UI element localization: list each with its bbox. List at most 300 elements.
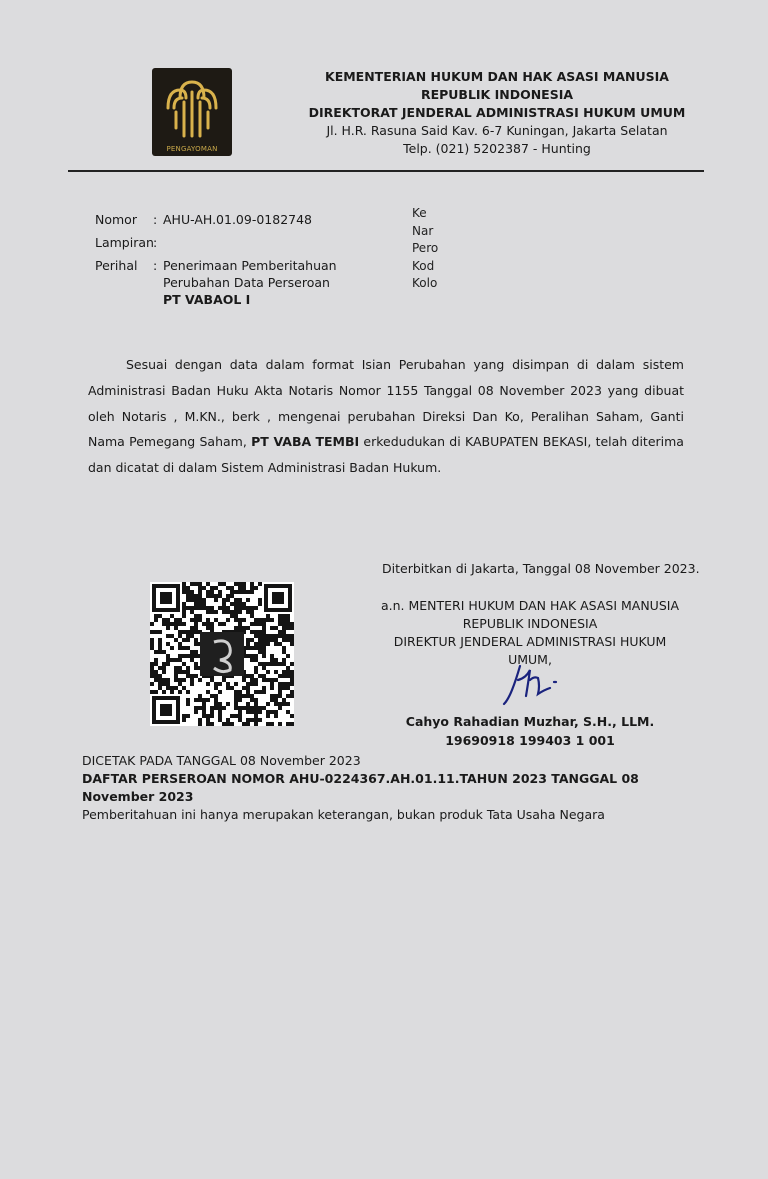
qr-module xyxy=(262,674,266,678)
qr-module xyxy=(230,610,234,614)
qr-module xyxy=(194,626,198,630)
qr-module xyxy=(250,590,254,594)
qr-module xyxy=(214,598,218,602)
qr-module xyxy=(174,618,178,622)
qr-module xyxy=(150,670,154,674)
qr-module xyxy=(278,634,282,638)
qr-module xyxy=(206,722,210,726)
qr-module xyxy=(254,618,258,622)
qr-module xyxy=(186,586,190,590)
qr-module xyxy=(174,638,178,642)
qr-module xyxy=(186,638,190,642)
qr-module xyxy=(150,646,154,650)
qr-module xyxy=(190,594,194,598)
qr-module xyxy=(282,658,286,662)
qr-module xyxy=(182,686,186,690)
qr-module xyxy=(210,610,214,614)
qr-module xyxy=(290,714,294,718)
qr-module xyxy=(190,682,194,686)
qr-module xyxy=(206,618,210,622)
qr-module xyxy=(202,714,206,718)
qr-module xyxy=(206,718,210,722)
qr-module xyxy=(282,618,286,622)
qr-module xyxy=(230,714,234,718)
qr-module xyxy=(214,694,218,698)
qr-module xyxy=(198,598,202,602)
qr-module xyxy=(250,638,254,642)
qr-module xyxy=(190,618,194,622)
qr-module xyxy=(238,694,242,698)
qr-module xyxy=(254,642,258,646)
qr-module xyxy=(246,718,250,722)
qr-module xyxy=(186,702,190,706)
qr-module xyxy=(254,606,258,610)
qr-module xyxy=(186,634,190,638)
qr-module xyxy=(222,606,226,610)
qr-module xyxy=(206,590,210,594)
qr-module xyxy=(210,678,214,682)
qr-module xyxy=(194,638,198,642)
qr-module xyxy=(254,586,258,590)
qr-module xyxy=(270,682,274,686)
qr-module xyxy=(198,718,202,722)
signer-info xyxy=(373,712,687,750)
qr-module xyxy=(202,702,206,706)
qr-module xyxy=(242,686,246,690)
qr-module xyxy=(210,626,214,630)
qr-module xyxy=(198,606,202,610)
qr-module xyxy=(270,634,274,638)
qr-module xyxy=(238,714,242,718)
qr-module xyxy=(254,658,258,662)
signer-name: Cahyo Rahadian Muzhar, S.H., LLM. xyxy=(405,714,655,729)
qr-module xyxy=(274,710,278,714)
qr-module xyxy=(270,662,274,666)
qr-module xyxy=(202,598,206,602)
qr-module xyxy=(186,630,190,634)
qr-module xyxy=(162,622,166,626)
qr-module xyxy=(174,670,178,674)
qr-module xyxy=(166,682,170,686)
addressee-line: Pero xyxy=(412,241,439,255)
qr-module xyxy=(274,634,278,638)
body-paragraph: Sesuai dengan data dalam format Isian Perubahan yang disimpan di dalam sistem Administrasi Badan Huku Akta Notaris Nomor 1155 Tanggal 08 November 2023 yang dibuat oleh Notaris , M.KN., berk , mengenai perubahan Direksi Dan Ko, Peralihan Saham, Ganti Nama Pemegang Saham, PT VABA TEMBI erkedudukan di KABUPATEN BEKASI, telah diterima dan dicatat di dalam Sistem Administrasi Badan Hukum. xyxy=(88,357,684,476)
qr-module xyxy=(246,706,250,710)
qr-module xyxy=(222,602,226,606)
qr-module xyxy=(198,698,202,702)
qr-module xyxy=(158,674,162,678)
qr-module xyxy=(270,722,274,726)
qr-module xyxy=(154,674,158,678)
qr-module xyxy=(246,590,250,594)
qr-module xyxy=(194,650,198,654)
qr-module xyxy=(158,630,162,634)
qr-module xyxy=(278,642,282,646)
qr-module xyxy=(242,602,246,606)
qr-module xyxy=(190,650,194,654)
qr-module xyxy=(226,594,230,598)
qr-module xyxy=(194,582,198,586)
qr-module xyxy=(234,698,238,702)
qr-module xyxy=(250,606,254,610)
banyan-tree-icon xyxy=(152,68,232,156)
qr-module xyxy=(262,654,266,658)
qr-module xyxy=(274,670,278,674)
qr-module xyxy=(278,702,282,706)
qr-module xyxy=(286,702,290,706)
qr-module xyxy=(150,666,154,670)
qr-module xyxy=(238,602,242,606)
qr-module xyxy=(246,674,250,678)
qr-module xyxy=(214,594,218,598)
qr-module xyxy=(238,618,242,622)
qr-module xyxy=(182,670,186,674)
qr-module xyxy=(282,630,286,634)
qr-module xyxy=(170,634,174,638)
qr-module xyxy=(246,690,250,694)
qr-module xyxy=(162,670,166,674)
qr-module xyxy=(214,682,218,686)
qr-module xyxy=(230,594,234,598)
qr-module xyxy=(230,590,234,594)
qr-module xyxy=(182,586,186,590)
qr-module xyxy=(158,650,162,654)
qr-module xyxy=(258,638,262,642)
qr-module xyxy=(226,722,230,726)
qr-module xyxy=(258,690,262,694)
qr-module xyxy=(270,618,274,622)
qr-module xyxy=(254,702,258,706)
qr-module xyxy=(254,630,258,634)
qr-module xyxy=(278,722,282,726)
qr-module xyxy=(238,710,242,714)
qr-module xyxy=(254,670,258,674)
qr-module xyxy=(258,710,262,714)
qr-module xyxy=(234,590,238,594)
qr-module xyxy=(286,710,290,714)
qr-module xyxy=(218,718,222,722)
qr-module xyxy=(274,698,278,702)
qr-module xyxy=(250,694,254,698)
qr-module xyxy=(182,582,186,586)
qr-module xyxy=(290,670,294,674)
qr-module xyxy=(194,614,198,618)
qr-module xyxy=(198,694,202,698)
qr-module xyxy=(254,654,258,658)
qr-module xyxy=(254,706,258,710)
qr-module xyxy=(230,686,234,690)
qr-module xyxy=(254,646,258,650)
qr-module xyxy=(274,658,278,662)
qr-module xyxy=(186,646,190,650)
qr-module xyxy=(250,610,254,614)
qr-module xyxy=(166,654,170,658)
qr-module xyxy=(174,622,178,626)
qr-module xyxy=(274,638,278,642)
qr-module xyxy=(162,618,166,622)
directorate-name: DIREKTORAT JENDERAL ADMINISTRASI HUKUM UMUM xyxy=(308,105,686,120)
qr-module xyxy=(226,718,230,722)
qr-module xyxy=(150,690,154,694)
qr-module xyxy=(194,662,198,666)
qr-module xyxy=(194,622,198,626)
qr-module xyxy=(282,634,286,638)
perihal-line2: Perubahan Data Perseroan xyxy=(163,275,330,290)
qr-module xyxy=(166,626,170,630)
qr-module xyxy=(174,674,178,678)
qr-module xyxy=(242,694,246,698)
qr-module xyxy=(194,630,198,634)
qr-module xyxy=(210,706,214,710)
qr-module xyxy=(182,614,186,618)
qr-module xyxy=(242,706,246,710)
qr-module xyxy=(234,606,238,610)
qr-module xyxy=(202,698,206,702)
qr-module xyxy=(274,662,278,666)
qr-module xyxy=(158,682,162,686)
qr-module xyxy=(202,602,206,606)
qr-module xyxy=(254,690,258,694)
qr-module xyxy=(262,626,266,630)
qr-module xyxy=(258,718,262,722)
phone-line: Telp. (021) 5202387 - Hunting xyxy=(403,141,591,156)
qr-module xyxy=(190,590,194,594)
qr-module xyxy=(262,622,266,626)
qr-module xyxy=(178,630,182,634)
qr-module xyxy=(282,650,286,654)
qr-module xyxy=(206,690,210,694)
qr-module xyxy=(158,686,162,690)
qr-module xyxy=(198,706,202,710)
qr-module xyxy=(162,650,166,654)
qr-module xyxy=(186,590,190,594)
qr-module xyxy=(258,630,262,634)
qr-module xyxy=(238,698,242,702)
qr-module xyxy=(258,598,262,602)
qr-module xyxy=(170,690,174,694)
qr-module xyxy=(194,598,198,602)
qr-module xyxy=(210,590,214,594)
qr-module xyxy=(262,630,266,634)
qr-module xyxy=(250,678,254,682)
qr-module xyxy=(226,586,230,590)
qr-module xyxy=(166,658,170,662)
logo-label: PENGAYOMAN xyxy=(166,145,218,153)
qr-module xyxy=(210,586,214,590)
qr-module xyxy=(218,682,222,686)
address-line: Jl. H.R. Rasuna Said Kav. 6-7 Kuningan, Jakarta Selatan xyxy=(326,123,668,138)
qr-module xyxy=(198,678,202,682)
qr-module xyxy=(254,698,258,702)
qr-module xyxy=(278,618,282,622)
qr-module xyxy=(206,682,210,686)
qr-module xyxy=(282,646,286,650)
qr-module xyxy=(286,722,290,726)
qr-module xyxy=(246,638,250,642)
qr-module xyxy=(258,642,262,646)
qr-module xyxy=(246,642,250,646)
qr-module xyxy=(258,662,262,666)
qr-module xyxy=(178,670,182,674)
qr-module xyxy=(274,702,278,706)
qr-module xyxy=(254,714,258,718)
qr-module xyxy=(218,702,222,706)
qr-module xyxy=(290,694,294,698)
qr-module xyxy=(154,662,158,666)
registry-number: DAFTAR PERSEROAN NOMOR AHU-0224367.AH.01.11.TAHUN 2023 TANGGAL 08 November 2023 xyxy=(82,771,639,804)
qr-module xyxy=(194,674,198,678)
qr-module xyxy=(234,690,238,694)
qr-module xyxy=(178,682,182,686)
qr-module xyxy=(178,634,182,638)
qr-module xyxy=(270,654,274,658)
qr-module xyxy=(182,662,186,666)
qr-module xyxy=(274,678,278,682)
qr-module xyxy=(266,678,270,682)
qr-module xyxy=(254,722,258,726)
qr-module xyxy=(238,586,242,590)
qr-module xyxy=(150,638,154,642)
qr-module xyxy=(166,622,170,626)
qr-module xyxy=(282,638,286,642)
qr-module xyxy=(274,714,278,718)
nomor-value: AHU-AH.01.09-0182748 xyxy=(163,212,313,227)
qr-module xyxy=(210,722,214,726)
qr-module xyxy=(210,694,214,698)
qr-module xyxy=(266,638,270,642)
qr-module xyxy=(162,666,166,670)
qr-module xyxy=(246,606,250,610)
addressee-line: Kolo xyxy=(412,276,438,290)
qr-module xyxy=(218,706,222,710)
qr-module xyxy=(258,646,262,650)
signer-nip: 19690918 199403 1 001 xyxy=(445,733,615,748)
qr-module xyxy=(206,610,210,614)
qr-module xyxy=(246,626,250,630)
qr-module xyxy=(286,634,290,638)
qr-module xyxy=(262,686,266,690)
qr-module xyxy=(250,710,254,714)
qr-module xyxy=(258,674,262,678)
qr-module xyxy=(170,646,174,650)
qr-module xyxy=(186,674,190,678)
qr-module xyxy=(234,702,238,706)
qr-module xyxy=(278,622,282,626)
qr-module xyxy=(262,662,266,666)
qr-module xyxy=(222,582,226,586)
qr-module xyxy=(258,650,262,654)
qr-module xyxy=(238,606,242,610)
qr-module xyxy=(246,694,250,698)
qr-module xyxy=(170,614,174,618)
qr-module xyxy=(282,682,286,686)
header-divider xyxy=(68,170,704,172)
qr-module xyxy=(278,706,282,710)
qr-module xyxy=(194,642,198,646)
qr-module xyxy=(290,722,294,726)
ministry-name: KEMENTERIAN HUKUM DAN HAK ASASI MANUSIA xyxy=(325,69,669,84)
qr-module xyxy=(254,634,258,638)
qr-module xyxy=(290,634,294,638)
qr-module xyxy=(254,666,258,670)
qr-module xyxy=(214,618,218,622)
country-name: REPUBLIK INDONESIA xyxy=(420,87,574,102)
qr-module xyxy=(178,618,182,622)
qr-module xyxy=(214,702,218,706)
qr-module xyxy=(190,598,194,602)
qr-module xyxy=(206,626,210,630)
qr-module xyxy=(158,646,162,650)
qr-module xyxy=(282,702,286,706)
qr-module xyxy=(286,618,290,622)
qr-module xyxy=(182,714,186,718)
qr-module xyxy=(162,662,166,666)
qr-module xyxy=(198,618,202,622)
qr-module xyxy=(246,722,250,726)
qr-module xyxy=(186,606,190,610)
qr-module xyxy=(250,646,254,650)
qr-module xyxy=(218,710,222,714)
qr-module xyxy=(226,702,230,706)
addressee-line: Nar xyxy=(412,223,434,238)
qr-module xyxy=(178,654,182,658)
qr-module xyxy=(270,658,274,662)
qr-module xyxy=(246,702,250,706)
qr-module xyxy=(222,706,226,710)
qr-module xyxy=(234,618,238,622)
qr-module xyxy=(178,622,182,626)
qr-module xyxy=(190,674,194,678)
qr-module xyxy=(266,714,270,718)
qr-module xyxy=(278,630,282,634)
qr-module xyxy=(218,714,222,718)
qr-module xyxy=(190,582,194,586)
qr-module xyxy=(266,614,270,618)
qr-module xyxy=(246,654,250,658)
qr-module xyxy=(242,722,246,726)
qr-module xyxy=(186,714,190,718)
qr-module xyxy=(250,614,254,618)
qr-module xyxy=(266,662,270,666)
qr-module xyxy=(262,638,266,642)
qr-module xyxy=(218,582,222,586)
qr-module xyxy=(206,594,210,598)
qr-module xyxy=(214,706,218,710)
qr-module xyxy=(274,642,278,646)
qr-module xyxy=(254,678,258,682)
qr-module xyxy=(166,678,170,682)
qr-module xyxy=(186,670,190,674)
qr-module xyxy=(238,582,242,586)
qr-module xyxy=(286,622,290,626)
qr-module xyxy=(278,690,282,694)
qr-module xyxy=(278,682,282,686)
qr-module xyxy=(250,622,254,626)
nomor-label: Nomor xyxy=(95,212,137,227)
qr-module xyxy=(198,614,202,618)
qr-module xyxy=(202,606,206,610)
qr-module xyxy=(262,706,266,710)
qr-module xyxy=(182,610,186,614)
qr-module xyxy=(162,678,166,682)
qr-module xyxy=(286,674,290,678)
qr-module xyxy=(254,622,258,626)
qr-module xyxy=(250,658,254,662)
qr-module xyxy=(270,638,274,642)
qr-module xyxy=(234,682,238,686)
qr-module xyxy=(290,638,294,642)
qr-module xyxy=(270,698,274,702)
